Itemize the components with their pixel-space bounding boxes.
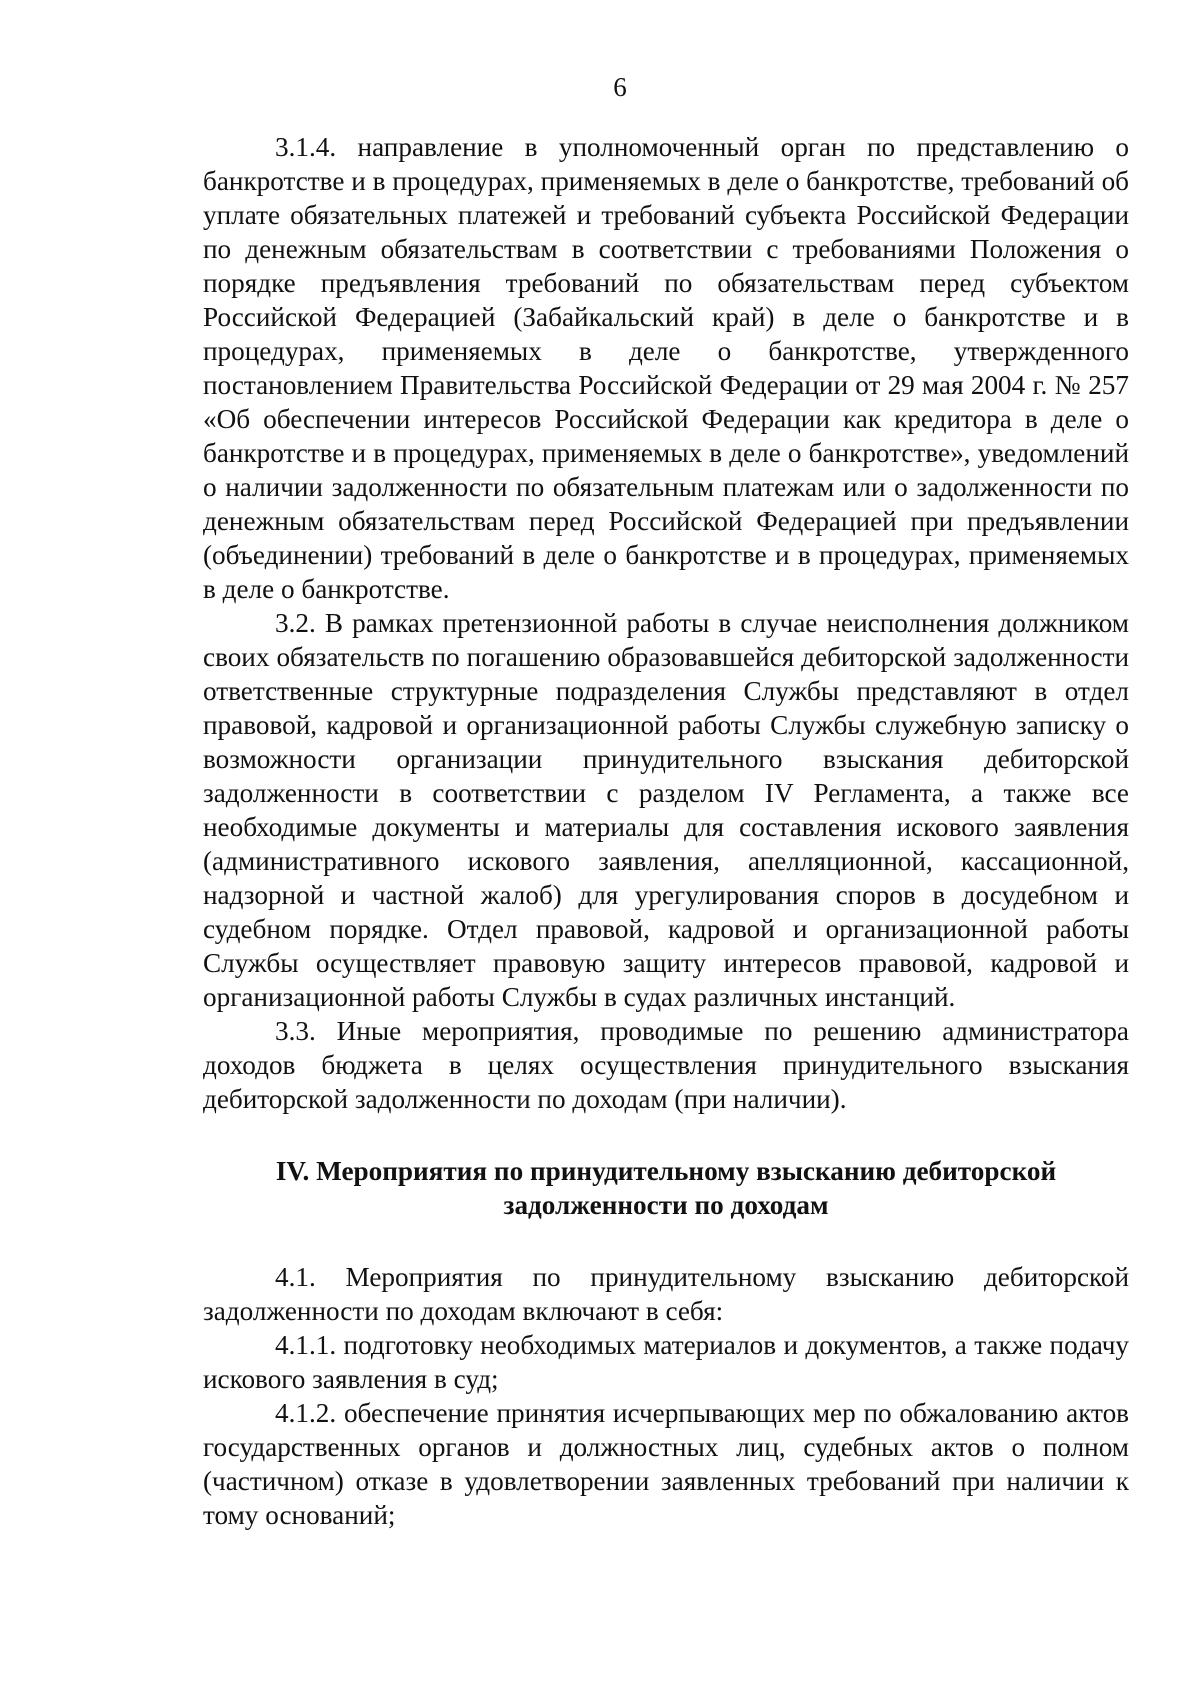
paragraph-4-1-2: 4.1.2. обеспечение принятия исчерпывающих мер по обжалованию актов государственных органов и должностных лиц, судебных актов о полном (частичном) отказе в удовлетворении заявленных требований при наличии к тому оснований; <box>203 1398 1129 1530</box>
paragraph-3-2: 3.2. В рамках претензионной работы в случае неисполнения должником своих обязательств по погашению образовавшейся дебиторской задолженности ответственные структурные подразделения Службы представляют в отдел правовой, кадровой и организационной работы Службы служебную записку о возможности организации принудительного взыскания дебиторской задолженности в соответствии с разделом IV Регламента, а также все необходимые документы и материалы для составления искового заявления (административного искового заявления, апелляционной, кассационной, надзорной и частной жалоб) для урегулирования споров в досудебном и судебном порядке. Отдел правовой, кадровой и организационной работы Службы осуществляет правовую защиту интересов правовой, кадровой и организационной работы Службы в судах различных инстанций. <box>203 608 1129 1012</box>
paragraph-4-1: 4.1. Мероприятия по принудительному взысканию дебиторской задолженности по доходам включают в себя: <box>203 1262 1129 1326</box>
paragraph-4-1-1: 4.1.1. подготовку необходимых материалов и документов, а также подачу искового заявления в суд; <box>203 1330 1129 1394</box>
paragraph-3-3: 3.3. Иные мероприятия, проводимые по решению администратора доходов бюджета в целях осуществления принудительного взыскания дебиторской задолженности по доходам (при наличии). <box>203 1016 1129 1114</box>
section-heading: IV. Мероприятия по принудительному взысканию дебиторской задолженности по доходам <box>275 1156 1057 1220</box>
page-number: 6 <box>613 72 627 102</box>
paragraph-3-1-4: 3.1.4. направление в уполномоченный орган по представлению о банкротстве и в процедурах, применяемых в деле о банкротстве, требований об уплате обязательных платежей и требований субъекта Российской Федерации по денежным обязательствам в соответствии с требованиями Положения о порядке предъявления требований по обязательствам перед субъектом Российской Федерацией (Забайкальский край) в деле о банкротстве и в процедурах, применяемых в деле о банкротстве, утвержденного постановлением Правительства Российской Федерации от 29 мая 2004 г. № 257 «Об обеспечении интересов Российской Федерации как кредитора в деле о банкротстве и в процедурах, применяемых в деле о банкротстве», уведомлений о наличии задолженности по обязательным платежам или о задолженности по денежным обязательствам перед Российской Федерацией при предъявлении (объединении) требований в деле о банкротстве и в процедурах, применяемых в деле о банкротстве. <box>203 132 1129 604</box>
document-body <box>203 130 1129 1532</box>
